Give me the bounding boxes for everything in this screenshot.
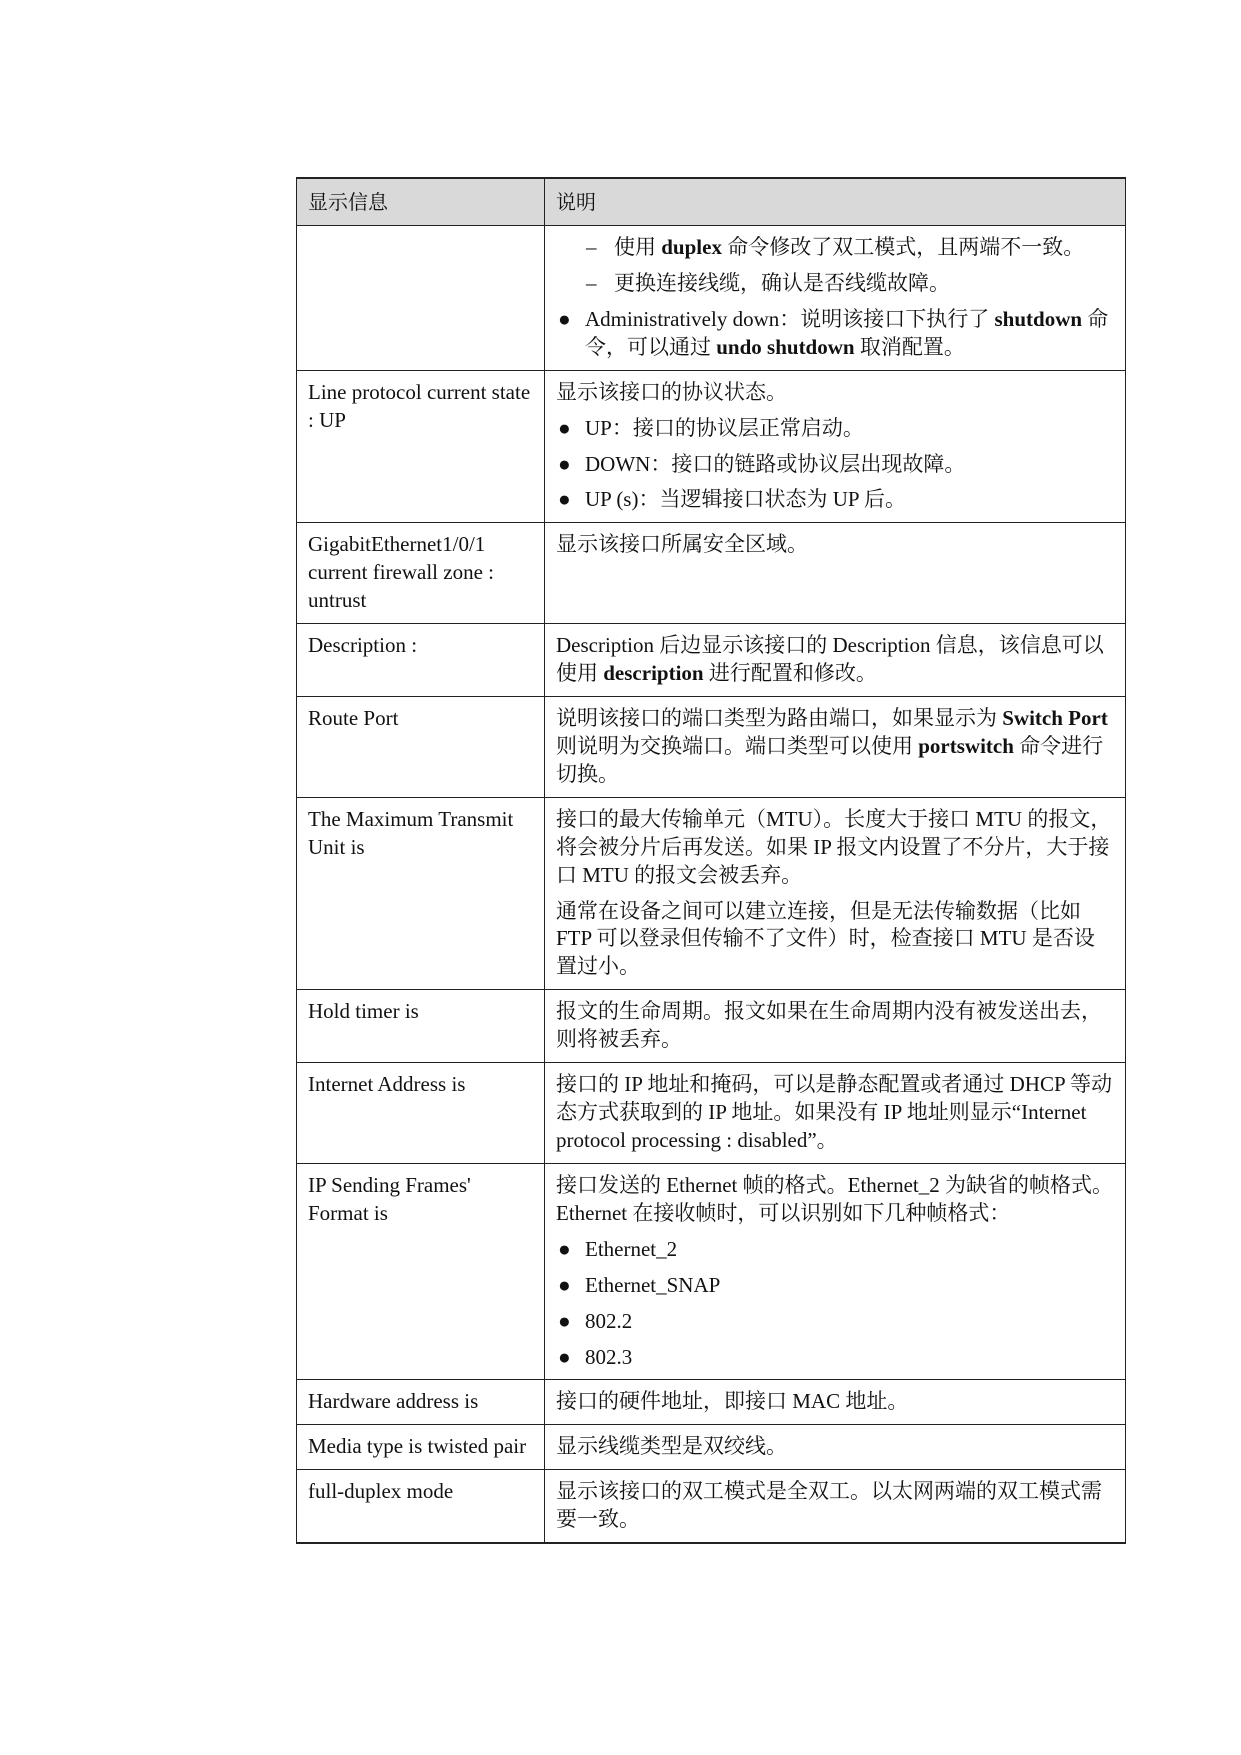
dash-item: – 使用 duplex 命令修改了双工模式，且两端不一致。 xyxy=(556,234,1115,262)
table-row xyxy=(297,696,1126,797)
bullet-dot-icon: ● xyxy=(558,1272,571,1297)
dash-list xyxy=(556,234,1115,298)
bullet-dot-icon: ● xyxy=(558,415,571,440)
row-description: 接口的 IP 地址和掩码，可以是静态配置或者通过 DHCP 等动态方式获取到的 IP 地址。如果没有 IP 地址则显示“Internet protocol processing : disabled”。 xyxy=(545,1063,1126,1164)
bullet-item: ● Administratively down：说明该接口下执行了 shutdown 命令，可以通过 undo shutdown 取消配置。 xyxy=(558,306,1109,359)
row-description: 显示线缆类型是双绞线。 xyxy=(545,1425,1126,1470)
table-row xyxy=(297,624,1126,697)
table-row xyxy=(297,1163,1126,1380)
row-description: 显示该接口的双工模式是全双工。以太网两端的双工模式需要一致。 xyxy=(545,1470,1126,1543)
row-label: Line protocol current state : UP xyxy=(297,370,545,523)
dash-marker: – xyxy=(586,270,597,295)
row-description: 报文的生命周期。报文如果在生命周期内没有被发送出去，则将被丢弃。 xyxy=(545,990,1126,1063)
table-row xyxy=(297,990,1126,1063)
row-label: Media type is twisted pair xyxy=(297,1425,545,1470)
desc-intro: 显示该接口的协议状态。 xyxy=(556,379,787,404)
desc-paragraph: 通常在设备之间可以建立连接，但是无法传输数据（比如 FTP 可以登录但传输不了文件）时，检查接口 MTU 是否设置过小。 xyxy=(556,898,1095,979)
row-description: 接口的硬件地址，即接口 MAC 地址。 xyxy=(545,1380,1126,1425)
row-description xyxy=(545,1163,1126,1380)
row-label: GigabitEthernet1/0/1 current firewall zone : untrust xyxy=(297,523,545,624)
row-label: Route Port xyxy=(297,696,545,797)
desc-intro: 接口发送的 Ethernet 帧的格式。Ethernet_2 为缺省的帧格式。Ethernet 在接收帧时，可以识别如下几种帧格式： xyxy=(556,1172,1114,1225)
row-label: full-duplex mode xyxy=(297,1470,545,1543)
bullet-dot-icon: ● xyxy=(558,1236,571,1261)
bullet-item: ● Ethernet_SNAP xyxy=(556,1272,1115,1300)
table-row xyxy=(297,1470,1126,1543)
row-description xyxy=(545,370,1126,523)
bullet-item: ● UP (s)：当逻辑接口状态为 UP 后。 xyxy=(556,486,1115,514)
display-info-table xyxy=(296,177,1126,1544)
row-label: Description : xyxy=(297,624,545,697)
bullet-dot-icon: ● xyxy=(558,306,571,331)
bullet-item: ● DOWN：接口的链路或协议层出现故障。 xyxy=(556,451,1115,479)
bullet-dot-icon: ● xyxy=(558,487,571,512)
bullet-dot-icon: ● xyxy=(558,1308,571,1333)
table-row xyxy=(297,226,1126,371)
bullet-dot-icon: ● xyxy=(558,451,571,476)
row-label: Internet Address is xyxy=(297,1063,545,1164)
bullet-dot-icon: ● xyxy=(558,1344,571,1369)
bullet-item: ● Ethernet_2 xyxy=(556,1236,1115,1264)
dash-marker: – xyxy=(586,235,597,259)
row-label xyxy=(297,226,545,371)
dash-item: – 更换连接线缆，确认是否线缆故障。 xyxy=(556,270,1115,298)
bullet-list xyxy=(556,415,1115,515)
row-label: Hold timer is xyxy=(297,990,545,1063)
table-row xyxy=(297,523,1126,624)
row-description xyxy=(545,797,1126,990)
row-label: Hardware address is xyxy=(297,1380,545,1425)
table-row xyxy=(297,1380,1126,1425)
row-description: 显示该接口所属安全区域。 xyxy=(545,523,1126,624)
row-description xyxy=(545,226,1126,371)
table-row xyxy=(297,370,1126,523)
table-header-row xyxy=(297,178,1126,226)
bullet-list xyxy=(556,1236,1115,1372)
row-label: The Maximum Transmit Unit is xyxy=(297,797,545,990)
desc-paragraph: 接口的最大传输单元（MTU）。长度大于接口 MTU 的报文，将会被分片后再发送。如果 IP 报文内设置了不分片，大于接口 MTU 的报文会被丢弃。 xyxy=(556,806,1112,887)
table-row xyxy=(297,797,1126,990)
table-row xyxy=(297,1063,1126,1164)
bullet-list xyxy=(556,306,1115,362)
bullet-item: ● 802.3 xyxy=(556,1344,1115,1372)
header-display-info: 显示信息 xyxy=(297,178,545,226)
header-description: 说明 xyxy=(545,178,1126,226)
row-description: Description 后边显示该接口的 Description 信息，该信息可以使用 description 进行配置和修改。 xyxy=(545,624,1126,697)
row-label: IP Sending Frames' Format is xyxy=(297,1163,545,1380)
bullet-item: ● UP：接口的协议层正常启动。 xyxy=(556,415,1115,443)
table-row xyxy=(297,1425,1126,1470)
bullet-item: ● 802.2 xyxy=(556,1308,1115,1336)
row-description: 说明该接口的端口类型为路由端口，如果显示为 Switch Port 则说明为交换端口。端口类型可以使用 portswitch 命令进行切换。 xyxy=(545,696,1126,797)
